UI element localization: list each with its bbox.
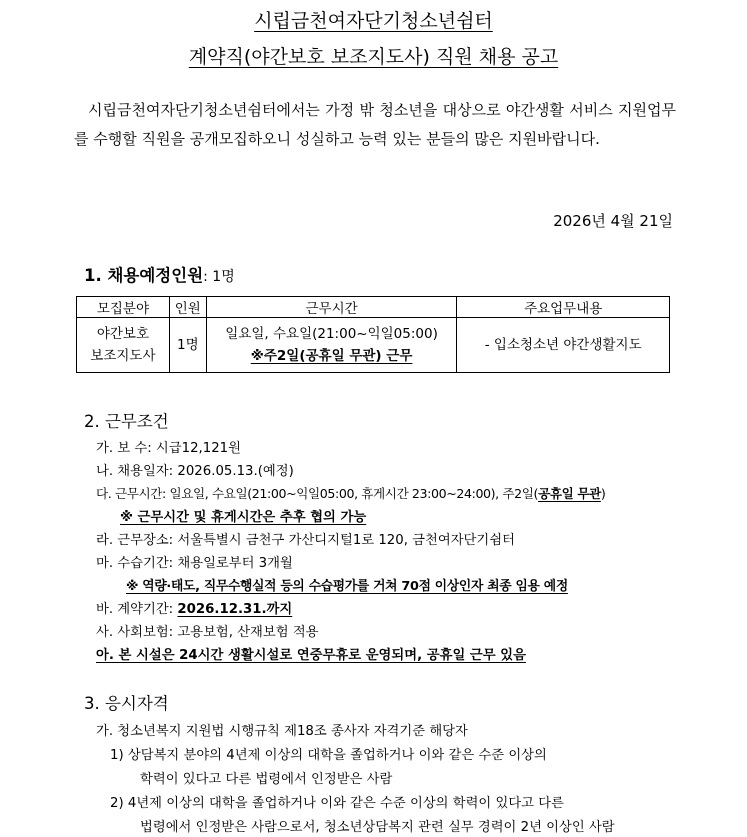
condition-location: 라. 근무장소: 서울특별시 금천구 가산디지털1로 120, 금천여자단기쉼터 (96, 533, 515, 548)
table-header: 주요업무내용 (457, 297, 670, 318)
table-cell-duty: - 입소청소년 야간생활지도 (457, 318, 670, 373)
condition-hours-text: 다. 근무시간: 일요일, 수요일(21:00~익일05:00, 휴게시간 23:00~24:00), 주2일( (96, 486, 539, 501)
condition-hours-note: ※ 근무시간 및 휴게시간은 추후 협의 가능 (120, 510, 367, 525)
qualification-item-1-cont: 학력이 있다고 다른 법령에서 인정받은 사람 (140, 772, 393, 787)
condition-contract-label: 바. 계약기간: (96, 602, 178, 617)
table-header-row (77, 297, 670, 318)
section-2-heading: 2. 근무조건 (84, 412, 169, 431)
field-line1: 야간보호 (96, 326, 149, 342)
notice-date: 2026년 4월 21일 (553, 212, 673, 230)
table-header: 근무시간 (206, 297, 457, 318)
qualification-item-2-cont: 법령에서 인정받은 사람으로서, 청소년상담복지 관련 실무 경력이 2년 이상인 사람 (140, 820, 615, 835)
condition-insurance: 사. 사회보험: 고용보험, 산재보험 적용 (96, 625, 319, 640)
intro-paragraph: 시립금천여자단기청소년쉼터에서는 가정 밖 청소년을 대상으로 야간생활 서비스 지원업무를 수행할 직원을 공개모집하오니 성실하고 능력 있는 분들의 많은 지원바랍니다. (74, 101, 676, 148)
table-header: 인원 (169, 297, 206, 318)
condition-contract-end: 2026.12.31.까지 (177, 602, 293, 617)
recruitment-table (76, 296, 670, 373)
qualification-item-2: 2) 4년제 이상의 대학을 졸업하거나 이와 같은 수준 이상의 학력이 있다고 다른 (110, 796, 564, 811)
condition-hire-date: 나. 채용일자: 2026.05.13.(예정) (96, 464, 294, 479)
hours-line1: 일요일, 수요일(21:00~익일05:00) (225, 326, 438, 342)
qualification-item-1: 1) 상담복지 분야의 4년제 이상의 대학을 졸업하거나 이와 같은 수준 이상의 (110, 748, 547, 763)
table-row (77, 318, 670, 373)
table-cell-hours (206, 318, 457, 373)
condition-hours (96, 483, 605, 502)
condition-pay: 가. 보 수: 시급12,121원 (96, 441, 241, 456)
condition-probation: 마. 수습기간: 채용일로부터 3개월 (96, 556, 293, 571)
notice-title-position: 계약직(야간보호 보조지도사) 직원 채용 공고 (188, 46, 559, 68)
condition-hours-holiday: 공휴일 무관 (538, 486, 601, 501)
condition-hours-close: ) (600, 486, 606, 501)
table-cell-field (77, 318, 170, 373)
condition-contract (96, 598, 292, 617)
table-cell-count: 1명 (169, 318, 206, 373)
notice-title-org: 시립금천여자단기청소년쉼터 (254, 10, 493, 32)
hours-line2: ※주2일(공휴일 무관) 근무 (250, 348, 413, 364)
condition-probation-note: ※ 역량·태도, 직무수행실적 등의 수습평가를 거쳐 70점 이상인자 최종 임용 예정 (126, 579, 568, 594)
section-1-heading (84, 262, 235, 286)
table-header: 모집분야 (77, 297, 170, 318)
field-line2: 보조지도사 (90, 348, 156, 364)
section-1-value: : 1명 (203, 269, 235, 285)
qualification-basis: 가. 청소년복지 지원법 시행규칙 제18조 종사자 자격기준 해당자 (96, 724, 468, 739)
condition-holiday-work: 아. 본 시설은 24시간 생활시설로 연중무휴로 운영되며, 공휴일 근무 있음 (96, 648, 526, 663)
section-3-heading: 3. 응시자격 (84, 694, 169, 713)
section-1-title: 1. 채용예정인원 (84, 266, 204, 285)
